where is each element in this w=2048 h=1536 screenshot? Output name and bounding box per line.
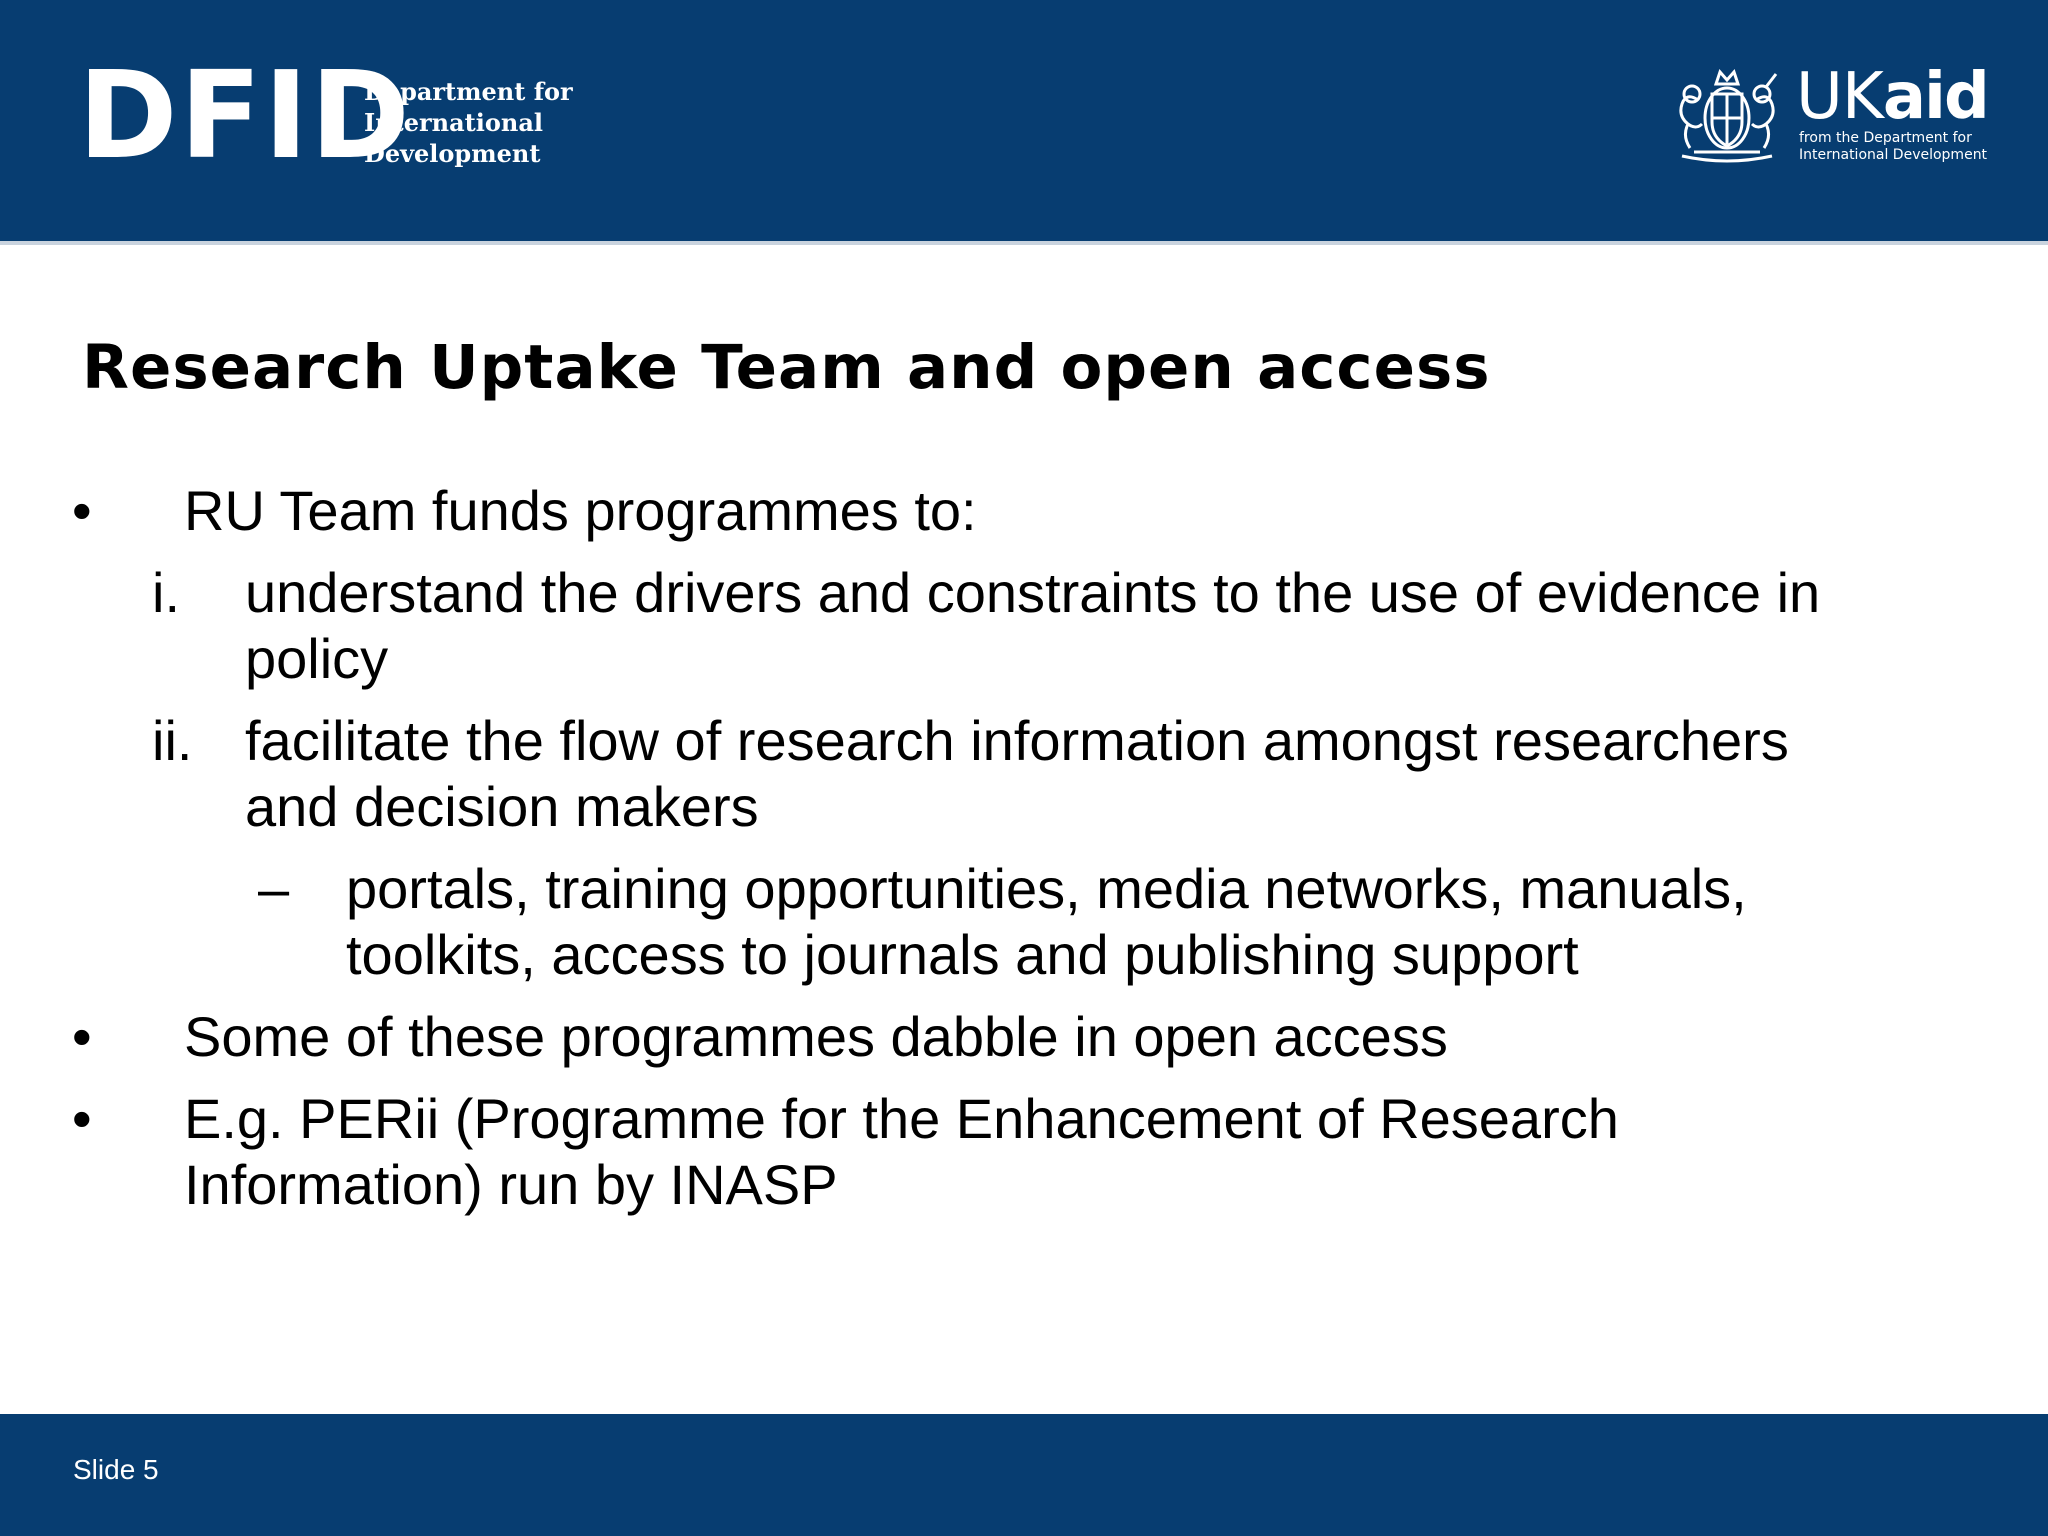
ukaid-aid: aid [1882,60,1988,134]
ukaid-uk: UK [1796,60,1883,134]
bullet-marker: • [72,1087,92,1150]
header-divider [0,241,2048,245]
ukaid-subtitle-line-1: from the Department for [1799,130,1972,146]
royal-crest-icon [1668,60,1786,166]
dash-marker: – [258,857,290,920]
ukaid-subtitle-line-2: International Development [1799,147,1988,163]
bullet-2-text: Some of these programmes dabble in open access [184,1005,1448,1068]
header-banner [0,0,2048,241]
dfid-logo-line-3: Development [364,139,541,168]
bullet-1-text: RU Team funds programmes to: [184,479,977,542]
bullet-3-line-2: Information) run by INASP [184,1153,838,1216]
roman-1-line-1: understand the drivers and constraints to the use of evidence in [245,561,1821,624]
roman-2-marker: ii. [152,709,193,772]
dash-1-line-1: portals, training opportunities, media networks, manuals, [346,857,1747,920]
slide-title: Research Uptake Team and open access [82,332,1491,403]
roman-2-line-2: and decision makers [245,775,759,838]
dfid-logo-line-1: Department for [364,77,573,106]
roman-2-line-1: facilitate the flow of research information amongst researchers [245,709,1789,772]
dash-1-line-2: toolkits, access to journals and publishing support [346,923,1579,986]
ukaid-logo [1668,60,1988,170]
bullet-marker: • [72,479,92,542]
dfid-logo-mark: DFID [78,47,412,186]
roman-1-line-2: policy [245,627,389,690]
footer-banner [0,1414,2048,1536]
ukaid-wordmark [1796,62,1988,132]
slide-number: Slide 5 [73,1454,159,1485]
dfid-logo-text [364,76,624,169]
bullet-marker: • [72,1005,92,1068]
bullet-3-line-1: E.g. PERii (Programme for the Enhancement of Research [184,1087,1619,1150]
ukaid-subtitle [1799,130,1987,164]
roman-1-marker: i. [152,561,180,624]
dfid-logo-line-2: International [364,108,544,137]
